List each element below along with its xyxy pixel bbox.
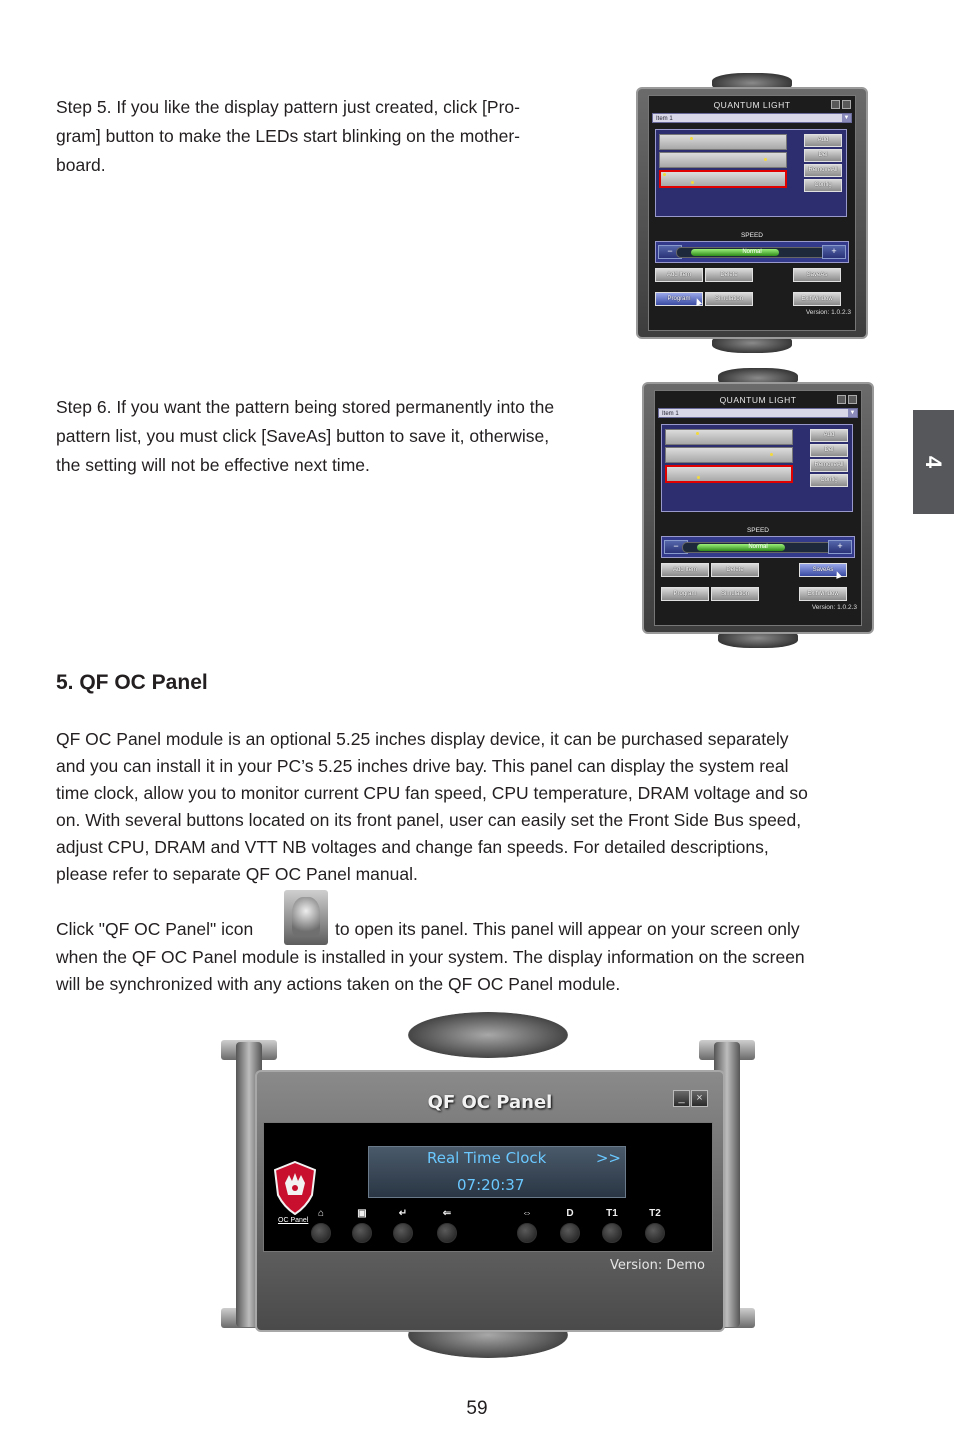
t1-key-label: T1 bbox=[606, 1208, 618, 1219]
item-select-value: Item 1 bbox=[656, 116, 673, 122]
chevron-down-icon[interactable]: ▼ bbox=[849, 410, 856, 416]
t2-button[interactable] bbox=[645, 1223, 665, 1243]
t1-button[interactable] bbox=[602, 1223, 622, 1243]
paragraph-line: will be synchronized with any actions taken on the QF OC Panel module. bbox=[56, 974, 621, 994]
t2-key-label: T2 bbox=[649, 1208, 661, 1219]
window-controls bbox=[837, 395, 857, 404]
step5-line-2: gram] button to make the LEDs start blinking on the mother- bbox=[56, 126, 520, 146]
remove-all-button[interactable]: RemoveAll bbox=[810, 459, 848, 472]
simulation-button[interactable]: Simulation bbox=[711, 587, 759, 601]
minimize-icon[interactable]: _ bbox=[673, 1090, 690, 1107]
lcd-clock-value: 07:20:37 bbox=[457, 1176, 525, 1194]
paragraph-line: on. With several buttons located on its front panel, user can easily set the Front Side Bus speed, bbox=[56, 810, 802, 830]
panel-screen bbox=[263, 1122, 713, 1252]
back-key[interactable] bbox=[435, 1207, 459, 1243]
led-dot bbox=[770, 453, 773, 456]
switch-key[interactable] bbox=[515, 1207, 539, 1243]
led-dot bbox=[690, 137, 693, 140]
step6-line-1: Step 6. If you want the pattern being stored permanently into the bbox=[56, 397, 555, 417]
panel-body bbox=[255, 1070, 725, 1332]
quantum-light-window-step5 bbox=[630, 73, 874, 353]
minimize-icon[interactable] bbox=[831, 100, 840, 109]
home-button[interactable] bbox=[311, 1223, 331, 1243]
enter-button[interactable] bbox=[393, 1223, 413, 1243]
section-paragraph-1 bbox=[56, 726, 906, 888]
add-button[interactable]: Add bbox=[804, 134, 842, 147]
oc-panel-label: OC Panel bbox=[278, 1217, 309, 1224]
icon-sentence-after: to open its panel. This panel will appear on your screen only bbox=[335, 919, 800, 939]
led-pattern-list[interactable] bbox=[655, 129, 847, 217]
qf-oc-panel-icon[interactable] bbox=[284, 890, 328, 945]
speed-panel bbox=[655, 241, 849, 263]
led-bar[interactable] bbox=[665, 429, 793, 445]
delete-button[interactable]: Delete bbox=[711, 563, 759, 577]
qf-oc-panel-icon-graphic bbox=[292, 897, 320, 937]
add-button[interactable]: Add bbox=[810, 429, 848, 442]
d-key[interactable] bbox=[558, 1207, 582, 1243]
chapter-tab bbox=[913, 410, 954, 514]
window-inner bbox=[648, 95, 856, 331]
speed-value: Normal bbox=[742, 249, 762, 255]
t1-key[interactable] bbox=[600, 1207, 624, 1243]
window-inner bbox=[654, 390, 862, 626]
led-bar[interactable] bbox=[659, 152, 787, 168]
led-dot bbox=[764, 158, 767, 161]
icon-sentence-before: Click "QF OC Panel" icon bbox=[56, 919, 254, 939]
program-button[interactable]: Program bbox=[655, 292, 703, 306]
panel-title: QF OC Panel bbox=[427, 1092, 553, 1113]
item-select[interactable] bbox=[658, 408, 858, 418]
led-bar[interactable] bbox=[659, 134, 787, 150]
d-button[interactable] bbox=[560, 1223, 580, 1243]
window-title: QUANTUM LIGHT bbox=[713, 100, 791, 110]
version-label: Version: 1.0.2.3 bbox=[811, 604, 857, 611]
led-dot bbox=[691, 181, 694, 184]
lcd-next-arrow[interactable]: >> bbox=[595, 1149, 621, 1167]
saveas-button[interactable]: SaveAs bbox=[799, 563, 847, 577]
chapter-number: 4 bbox=[921, 455, 947, 469]
chevron-down-icon[interactable]: ▼ bbox=[843, 115, 850, 121]
del-button[interactable]: Del bbox=[804, 149, 842, 162]
item-select[interactable] bbox=[652, 113, 852, 123]
led-bar-selected[interactable] bbox=[665, 465, 793, 483]
enter-key[interactable] bbox=[391, 1207, 415, 1243]
lcd-display bbox=[368, 1146, 626, 1198]
t2-key[interactable] bbox=[643, 1207, 667, 1243]
minimize-icon[interactable] bbox=[837, 395, 846, 404]
config-button[interactable]: Config bbox=[804, 179, 842, 192]
paragraph-line: when the QF OC Panel module is installed in your system. The display information on the screen bbox=[56, 947, 805, 967]
paragraph-line: and you can install it in your PC’s 5.25 inches drive bay. This panel can display the system real bbox=[56, 756, 789, 776]
delete-button[interactable]: Delete bbox=[705, 268, 753, 282]
page-number: 59 bbox=[466, 1398, 488, 1419]
close-icon[interactable] bbox=[848, 395, 857, 404]
close-icon[interactable] bbox=[842, 100, 851, 109]
remove-all-button[interactable]: RemoveAll bbox=[804, 164, 842, 177]
add-item-button[interactable]: Add Item bbox=[655, 268, 703, 282]
back-button[interactable] bbox=[437, 1223, 457, 1243]
led-dot bbox=[696, 432, 699, 435]
home-key[interactable] bbox=[309, 1207, 333, 1243]
window-title: QUANTUM LIGHT bbox=[719, 395, 797, 405]
speed-label: SPEED bbox=[740, 232, 764, 239]
paragraph-line: please refer to separate QF OC Panel manual. bbox=[56, 864, 418, 884]
speed-slider[interactable] bbox=[682, 542, 834, 553]
quantum-light-window-step6 bbox=[636, 368, 880, 648]
back-icon: ⇐ bbox=[442, 1208, 452, 1219]
led-pattern-list[interactable] bbox=[661, 424, 853, 512]
exit-window-button[interactable]: ExitWindow bbox=[799, 587, 847, 601]
section-paragraph-2 bbox=[56, 944, 906, 998]
speed-panel bbox=[661, 536, 855, 558]
section-heading: 5. QF OC Panel bbox=[56, 671, 208, 694]
speed-value: Normal bbox=[748, 544, 768, 550]
step5-line-3: board. bbox=[56, 155, 106, 175]
step5-line-1: Step 5. If you like the display pattern just created, click [Pro- bbox=[56, 97, 520, 117]
home-icon: ⌂ bbox=[317, 1208, 325, 1219]
step6-line-2: pattern list, you must click [SaveAs] button to save it, otherwise, bbox=[56, 426, 550, 446]
switch-button[interactable] bbox=[517, 1223, 537, 1243]
close-icon[interactable]: × bbox=[691, 1090, 708, 1107]
paragraph-line: QF OC Panel module is an optional 5.25 inches display device, it can be purchased separately bbox=[56, 729, 789, 749]
monitor-icon: ▣ bbox=[357, 1208, 367, 1219]
led-dot bbox=[697, 476, 700, 479]
paragraph-line: adjust CPU, DRAM and VTT NB voltages and change fan speeds. For detailed descriptions, bbox=[56, 837, 769, 857]
ornament-top bbox=[408, 1012, 568, 1058]
monitor-key[interactable] bbox=[350, 1207, 374, 1243]
switch-icon: ⇔ bbox=[522, 1208, 532, 1219]
saveas-button[interactable]: SaveAs bbox=[793, 268, 841, 282]
version-label: Version: 1.0.2.3 bbox=[805, 309, 851, 316]
exit-window-button[interactable]: ExitWindow bbox=[793, 292, 841, 306]
enter-icon: ↵ bbox=[398, 1208, 408, 1219]
led-bar-selected[interactable] bbox=[659, 170, 787, 188]
add-item-button[interactable]: Add Item bbox=[661, 563, 709, 577]
monitor-button[interactable] bbox=[352, 1223, 372, 1243]
speed-slider[interactable] bbox=[676, 247, 828, 258]
lcd-mode: Real Time Clock bbox=[427, 1149, 547, 1167]
step6-line-3: the setting will not be effective next time. bbox=[56, 455, 370, 475]
item-select-value: Item 1 bbox=[662, 411, 679, 417]
led-dot bbox=[663, 173, 666, 176]
step5-text bbox=[56, 93, 616, 180]
speed-decrease-button[interactable]: − bbox=[658, 245, 682, 259]
speed-label: SPEED bbox=[746, 527, 770, 534]
window-controls bbox=[831, 100, 851, 109]
d-key-label: D bbox=[566, 1208, 574, 1219]
del-button[interactable]: Del bbox=[810, 444, 848, 457]
qf-oc-panel-window bbox=[221, 1012, 755, 1358]
speed-decrease-button[interactable]: − bbox=[664, 540, 688, 554]
speed-increase-button[interactable]: + bbox=[822, 245, 846, 259]
panel-version: Version: Demo bbox=[610, 1258, 705, 1273]
step6-text bbox=[56, 393, 631, 480]
simulation-button[interactable]: Simulation bbox=[705, 292, 753, 306]
config-button[interactable]: Config bbox=[810, 474, 848, 487]
program-button[interactable]: Program bbox=[661, 587, 709, 601]
led-bar[interactable] bbox=[665, 447, 793, 463]
paragraph-line: time clock, allow you to monitor current CPU fan speed, CPU temperature, DRAM voltage and so bbox=[56, 783, 808, 803]
speed-increase-button[interactable]: + bbox=[828, 540, 852, 554]
